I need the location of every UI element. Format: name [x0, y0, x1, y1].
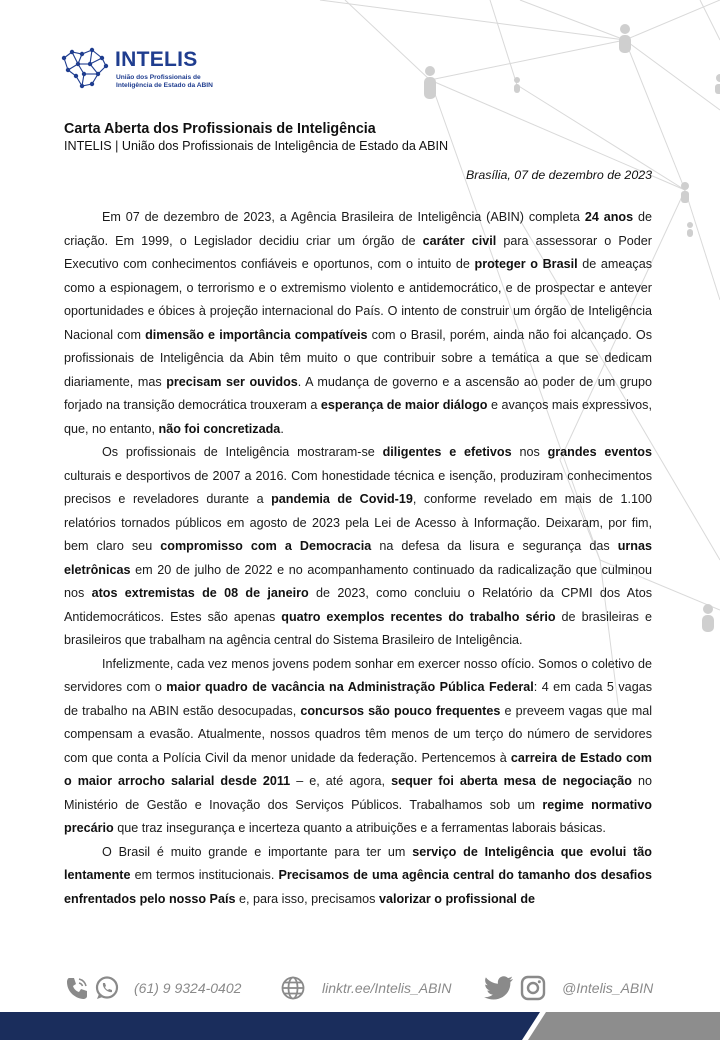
emphasis-text: regime normativo precário: [64, 797, 652, 835]
text-run: , conforme revelado em mais de 1.100 relatórios tornados públicos em agosto de 2023 pela Lei de Acesso à Informação. Deixaram, por fim, bem claro seu: [64, 492, 652, 553]
text-run: e, para isso, precisamos: [235, 891, 379, 906]
text-run: com o Brasil, porém, ainda não foi alcançado. Os profissionais de Inteligência da Abin têm muito o que contribuir sobre a temática a que se dedicam diariamente, mas: [64, 327, 653, 389]
emphasis-text: urnas eletrônicas: [64, 539, 652, 577]
emphasis-text: atos extremistas de 08 de janeiro: [91, 586, 309, 600]
text-run: de 2023, como concluiu o Relatório da CPMI dos Atos Antidemocráticos. Estes são apenas: [64, 586, 652, 624]
emphasis-text: 24 anos: [584, 210, 634, 224]
letter-body: [64, 206, 652, 911]
emphasis-text: caráter civil: [422, 233, 497, 248]
letter-date: Brasília, 07 de dezembro de 2023: [466, 168, 652, 182]
footer-band: [0, 1012, 720, 1040]
text-run: de brasileiras e brasileiros que trabalham na agência central do Sistema Brasileiro de Inteligência.: [64, 609, 652, 647]
emphasis-text: dimensão e importância compatíveis: [145, 327, 368, 342]
emphasis-text: compromisso com a Democracia: [160, 539, 372, 553]
linktree-url: linktr.ee/Intelis_ABIN: [322, 980, 452, 996]
phone-icon: [64, 975, 90, 1001]
emphasis-text: valorizar o profissional de: [378, 891, 536, 906]
text-run: e preveem vagas que mal compensam a evasão. Atualmente, nossos quadros têm menos de um terço do número de servidores com que conta a Polícia Civil da menor unidade da federação. Pertencemos à: [64, 703, 652, 765]
text-run: culturais e desportivos de 2007 a 2016. Com honestidade técnica e isenção, produziram conhecimentos precisos e reveladores durante a: [64, 468, 652, 506]
phone-number: (61) 9 9324-0402: [134, 980, 242, 996]
letter-heading: [64, 121, 664, 154]
text-run: Os profissionais de Inteligência mostraram-se: [102, 445, 383, 459]
text-run: para assessorar o Poder Executivo com conhecimentos confiáveis e oportunos, com o intuito de: [64, 233, 652, 271]
text-run: que traz insegurança e incerteza quanto a atribuições e a ferramentas laborais básicas.: [113, 821, 606, 835]
emphasis-text: concursos são pouco frequentes: [300, 703, 501, 718]
text-run: em termos institucionais.: [130, 868, 279, 882]
text-run: – e, até agora,: [290, 774, 392, 788]
brazil-network-map-icon: [58, 46, 110, 90]
twitter-icon: [484, 975, 514, 1001]
emphasis-text: diligentes e efetivos: [382, 445, 512, 459]
text-run: O Brasil é muito grande e importante para ter um: [102, 844, 413, 859]
emphasis-text: serviço de Inteligência que evolui tão lentamente: [64, 844, 652, 882]
letter-title: Carta Aberta dos Profissionais de Inteligência: [64, 121, 376, 137]
linktree-link[interactable]: [280, 972, 451, 1004]
text-run: no Ministério de Gestão e Inovação dos Serviços Públicos. Trabalhamos sob um: [64, 774, 652, 812]
text-run: e avanços mais expressivos, que, no entanto,: [64, 398, 652, 436]
paragraph: [64, 441, 652, 653]
text-run: Em 07 de dezembro de 2023, a Agência Brasileira de Inteligência (ABIN) completa: [102, 210, 585, 224]
text-run: .: [280, 421, 284, 436]
phone-contact[interactable]: [64, 972, 241, 1004]
text-run: nos: [511, 445, 548, 459]
logo-name: INTELIS: [115, 48, 198, 71]
globe-icon: [280, 975, 306, 1001]
emphasis-text: proteger o Brasil: [474, 257, 578, 271]
emphasis-text: sequer foi aberta mesa de negociação: [391, 774, 632, 788]
text-run: na defesa da lisura e segurança das: [371, 539, 618, 553]
text-run: Infelizmente, cada vez menos jovens podem sonhar em exercer nosso ofício. Somos o coletivo de servidores com o: [64, 656, 652, 694]
text-run: . A mudança de governo e a ascensão ao poder de um grupo forjado na transição democrática trouxeram a: [64, 374, 652, 412]
letter-subtitle: INTELIS | União dos Profissionais de Inteligência de Estado da ABIN: [64, 139, 449, 153]
emphasis-text: não foi concretizada: [158, 421, 281, 436]
paragraph: [64, 653, 652, 841]
emphasis-text: grandes eventos: [547, 445, 652, 459]
emphasis-text: pandemia de Covid-19: [271, 492, 413, 506]
whatsapp-icon: [94, 975, 120, 1001]
paragraph: [64, 841, 652, 912]
handle-text: @Intelis_ABIN: [562, 980, 654, 996]
emphasis-text: quatro exemplos recentes do trabalho sério: [281, 609, 556, 624]
emphasis-text: Precisamos de uma agência central do tamanho dos desafios enfrentados pelo nosso País: [64, 868, 652, 906]
social-handle[interactable]: [484, 972, 653, 1004]
text-run: : 4 em cada 5 vagas de trabalho na ABIN estão desocupadas,: [64, 680, 652, 718]
emphasis-text: maior quadro de vacância na Administração Pública Federal: [166, 680, 534, 694]
emphasis-text: carreira de Estado com o maior arrocho salarial desde 2011: [64, 750, 652, 788]
logo-subtitle: União dos Profissionais de Inteligência de Estado da ABIN: [116, 74, 213, 89]
text-run: em 20 de julho de 2022 e no acompanhamento continuado da radicalização que culminou nos: [64, 562, 652, 600]
intelis-logo: [58, 44, 238, 100]
emphasis-text: precisam ser ouvidos: [166, 374, 298, 389]
emphasis-text: esperança de maior diálogo: [320, 398, 488, 412]
instagram-icon: [520, 975, 546, 1001]
footer-contacts: [64, 972, 664, 1004]
text-run: de ameaças como a espionagem, o terrorismo e o extremismo violento e antidemocrático, e de prospectar e antever oportunidades e óbices à projeção internacional do País. O intento de construir um órgão de Inteligência Nacional com: [64, 257, 652, 342]
paragraph: [64, 206, 652, 441]
text-run: de criação. Em 1999, o Legislador decidiu criar um órgão de: [64, 210, 652, 248]
